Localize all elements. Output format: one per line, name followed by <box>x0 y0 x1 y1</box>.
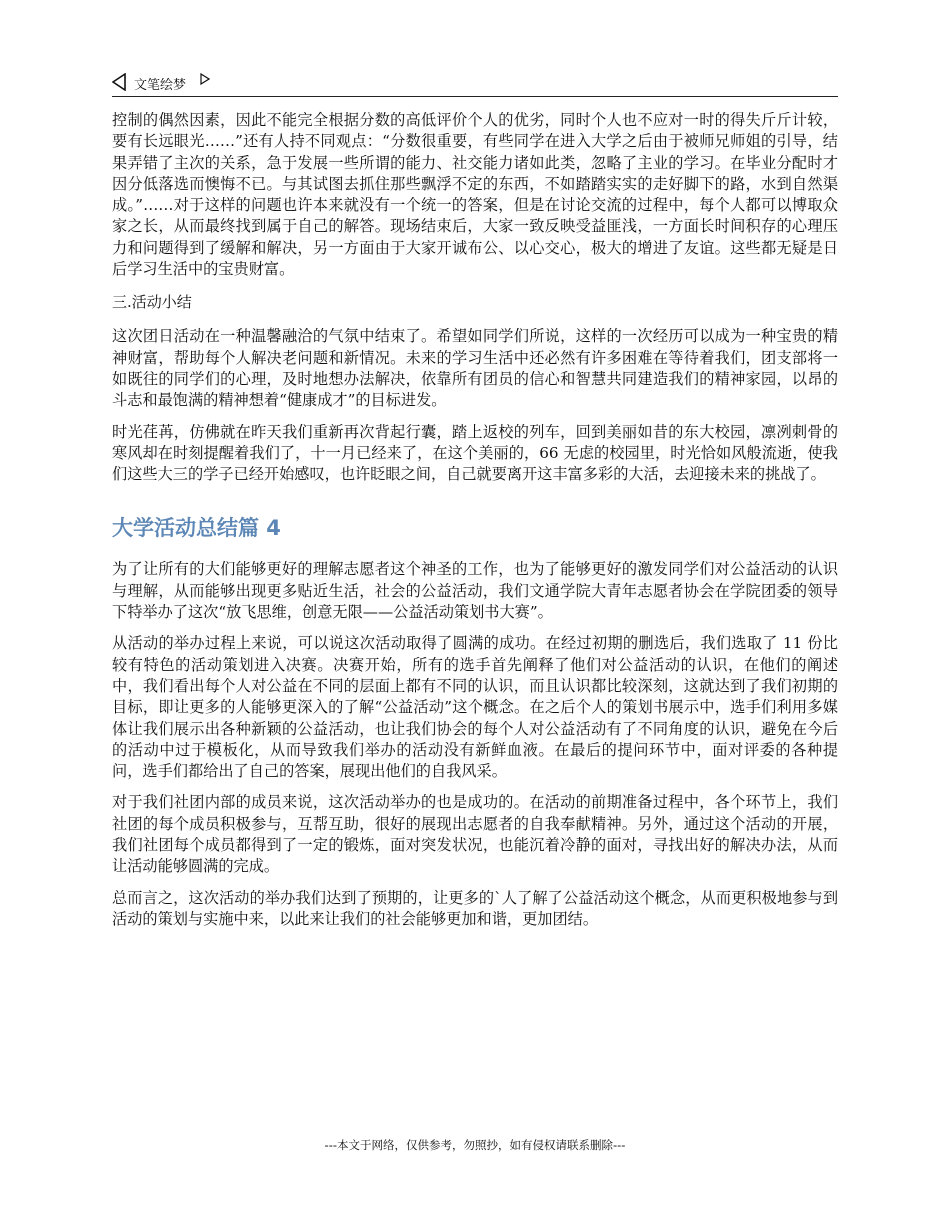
body-paragraph: 对于我们社团内部的成员来说，这次活动举办的也是成功的。在活动的前期准备过程中，各个环节上，我们社团的每个成员积极参与，互帮互助，很好的展现出志愿者的自我奉献精神。另外，通过这个活动的开展，我们社团每个成员都得到了一定的锻炼，面对突发状况，也能沉着冷静的面对，寻找出好的解决办法，从而让活动能够圆满的完成。 <box>112 793 838 876</box>
brand-name: 文笔绘梦 <box>134 78 187 93</box>
section-heading: 大学活动总结篇 4 <box>112 516 281 541</box>
body-paragraph: 控制的偶然因素，因此不能完全根据分数的高低评价个人的优劣，同时个人也不应对一时的得失斤斤计较，要有长远眼光……”还有人持不同观点：“分数很重要，有些同学在进入大学之后由于被师兄师姐的引导，结果弄错了主次的关系，急于发展一些所谓的能力、社交能力诸如此类，忽略了主业的学习。在毕业分配时才因分低落选而懊悔不已。与其试图去抓住那些飘浮不定的东西，不如踏踏实实的走好脚下的路，水到自然渠成。”……对于这样的问题也许本来就没有一个统一的答案，但是在讨论交流的过程中，每个人都可以博取众家之长，从而最终找到属于自己的解答。现场结束后，大家一致反映受益匪浅，一方面长时间积存的心理压力和问题得到了缓解和解决，另一方面由于大家开诚布公、以心交心，极大的增进了友谊。这些都无疑是日后学习生活中的宝贵财富。 <box>112 111 838 279</box>
triangle-left-icon <box>112 73 126 91</box>
triangle-right-icon <box>200 73 210 85</box>
footer-disclaimer: ---本文于网络，仅供参考，勿照抄，如有侵权请联系删除--- <box>324 1138 626 1152</box>
document-body <box>112 110 838 940</box>
body-paragraph: 时光荏苒，仿佛就在昨天我们重新再次背起行囊，踏上返校的列车，回到美丽如昔的东大校园，凛冽刺骨的寒风却在时刻提醒着我们了，十一月已经来了，在这个美丽的，66 无虑的校园里，时光恰如风般流逝，使我们这些大三的学子已经开始感叹，也许眨眼之间，自己就要离开这丰富多彩的大活，去迎接未来的挑战了。 <box>112 422 838 484</box>
section-title: 三.活动小结 <box>112 293 192 312</box>
page-header <box>112 70 838 97</box>
body-paragraph: 这次团日活动在一种温馨融洽的气氛中结束了。希望如同学们所说，这样的一次经历可以成为一种宝贵的精神财富，帮助每个人解决老问题和新情况。未来的学习生活中还必然有许多困难在等待着我们，团支部将一如既往的同学们的心理，及时地想办法解决，依靠所有团员的信心和智慧共同建造我们的精神家园，以昂的斗志和最饱满的精神想着“健康成才”的目标进发。 <box>112 327 838 410</box>
body-paragraph: 为了让所有的大们能够更好的理解志愿者这个神圣的工作，也为了能够更好的激发同学们对公益活动的认识与理解，从而能够出现更多贴近生活，社会的公益活动，我们文通学院大青年志愿者协会在学院团委的领导下特举办了这次“放飞思维，创意无限——公益活动策划书大赛”。 <box>112 560 838 622</box>
body-paragraph: 从活动的举办过程上来说，可以说这次活动取得了圆满的成功。在经过初期的删选后，我们选取了 11 份比较有特色的活动策划进入决赛。决赛开始，所有的选手首先阐释了他们对公益活动的认识，在他们的阐述中，我们看出每个人对公益在不同的层面上都有不同的认识，而且认识都比较深刻，这就达到了我们初期的目标，即让更多的人能够更深入的了解“公益活动”这个概念。在之后个人的策划书展示中，选手们利用多媒体让我们展示出各种新颖的公益活动，也让我们协会的每个人对公益活动有了不同角度的认识，避免在今后的活动中过于模板化，从而导致我们举办的活动没有新鲜血液。在最后的提问环节中，面对评委的各种提问，选手们都给出了自己的答案，展现出他们的自我风采。 <box>112 634 838 781</box>
body-paragraph: 总而言之，这次活动的举办我们达到了预期的，让更多的`人了解了公益活动这个概念，从而更积极地参与到活动的策划与实施中来，以此来让我们的社会能够更加和谐，更加团结。 <box>112 888 838 928</box>
